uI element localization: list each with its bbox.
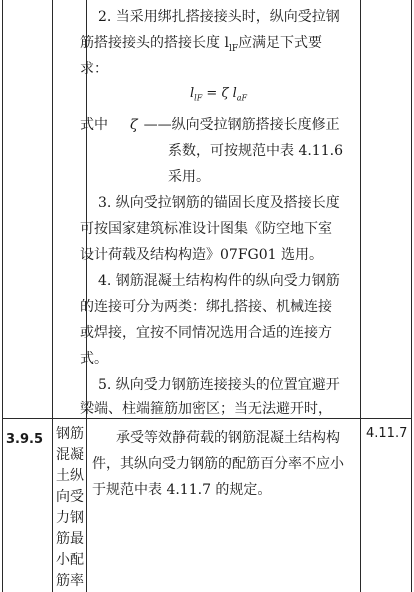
item4-line1: 4. 钢筋混凝土结构构件的纵向受力钢筋 [98,273,340,289]
title-char-6: 小配 [56,552,84,568]
item2-line1: 2. 当采用绑扎搭接接头时，纵向受拉钢 [98,9,340,25]
title-char-2: 土纵 [56,468,84,484]
table-border-right [411,0,412,592]
title-char-5: 筋最 [56,531,84,547]
clause-title-vertical [56,424,84,592]
formula-mid: = ζ l [202,86,237,101]
item2-line3: 求： [80,61,108,77]
where-text2: 系数，可按规范中表 4.11.6 [168,143,343,159]
item2-line2 [80,30,322,62]
clause-reference: 4.11.7 [366,426,408,441]
clause-text-line3: 于规范中表 4.11.7 的规定。 [92,482,272,498]
formula-sub1: lF [194,93,203,103]
clause-number: 3.9.5 [6,432,44,447]
where-label: 式中 [80,117,108,133]
where-text1: ——纵向受拉钢筋搭接长度修正 [143,117,340,133]
title-char-4: 力钢 [56,510,84,526]
table-divider-ref [360,0,361,592]
item4-line4: 式。 [80,351,108,367]
title-char-7: 筋率 [56,573,84,589]
item4-line3: 或焊接，宜按不同情况选用合适的连接方 [80,325,332,341]
clause-text-line1: 承受等效静荷载的钢筋混凝土结构构 [116,430,340,446]
item5-line2: 梁端、柱端箍筋加密区；当无法避开时， [80,401,332,417]
title-char-0: 钢筋 [56,426,84,442]
item2-line2-tail: 应满足下式要 [238,35,323,51]
item4-line2: 的连接可分为两类：绑扎搭接、机械连接 [80,299,332,315]
formula-l: l [190,86,195,101]
title-char-1: 混凝 [56,447,84,463]
title-char-3: 向受 [56,489,84,505]
clause-text-line2: 件，其纵向受力钢筋的配筋百分率不应小 [92,456,344,472]
table-border-left [2,0,3,592]
where-symbol: ζ [130,117,138,133]
table-divider-clause [52,0,53,592]
where-text3: 采用。 [168,169,210,185]
item3-line1: 3. 纵向受拉钢筋的锚固长度及搭接长度 [98,195,340,211]
item2-line2-sub: lF [228,43,239,54]
item3-line2: 可按国家建筑标准设计图集《防空地下室 [80,221,332,237]
formula-sub2: aF [236,93,248,103]
splice-length-formula [190,86,247,103]
item2-line2-text: 筋搭接接头的搭接长度 l [80,35,229,51]
item5-line1: 5. 纵向受力钢筋连接接头的位置宜避开 [98,377,340,393]
item3-line3: 设计荷载及结构构造》07FG01 选用。 [80,247,323,263]
where-line [80,112,340,138]
